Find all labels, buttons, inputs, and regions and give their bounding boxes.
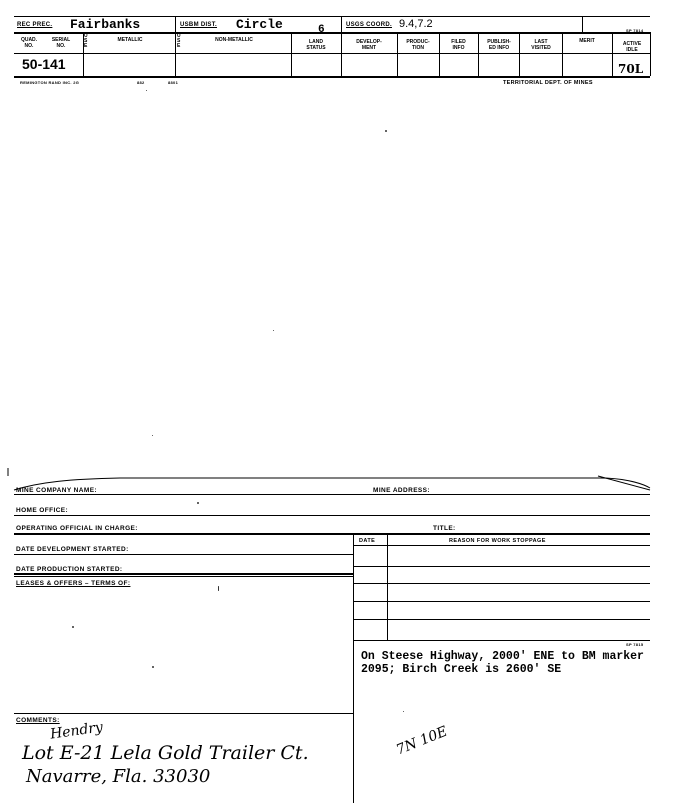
reason-column-label: REASON FOR WORK STOPPAGE [449,538,546,544]
mine-address-label: MINE ADDRESS: [373,487,430,494]
scan-speck [72,626,74,628]
col-development: DEVELOP- MENT [356,39,382,51]
usbm-dist-value: Circle [236,17,283,32]
col-published-info: PUBLISH- ED INFO [487,39,511,51]
scan-speck [218,586,219,591]
quad-serial-value: 50-141 [22,56,66,72]
location-line-1: On Steese Highway, 2000' ENE to BM marker [361,650,644,663]
leases-label: LEASES & OFFERS – TERMS OF: [16,580,131,587]
scan-speck [385,130,387,132]
printer-code-2: 8801 [168,80,179,85]
usbm-dist-mark: 6 [318,24,325,36]
scan-speck [403,711,404,712]
operating-official-label: OPERATING OFFICIAL IN CHARGE: [16,525,138,532]
date-production-label: DATE PRODUCTION STARTED: [16,566,123,573]
scan-speck [197,502,199,504]
active-idle-value: 70L [618,62,644,76]
printer-imprint: REMINGTON RAND INC. 2G [20,80,80,85]
col-quad: QUAD. NO. [20,37,38,49]
usbm-dist-label: USBM DIST. [180,22,218,28]
scan-speck [273,330,274,331]
col-non-metallic: NON-METALLIC [215,37,253,43]
scan-speck [152,666,154,668]
location-line-2: 2095; Birch Creek is 2600' SE [361,663,562,676]
col-last-visited: LAST VISITED [531,39,551,51]
department-name: TERRITORIAL DEPT. OF MINES [503,80,593,86]
form-number-bottom: SP 7815 [626,642,644,647]
usgs-coord-label: USGS COORD. [346,22,392,28]
mine-company-name-label: MINE COMPANY NAME: [16,487,97,494]
col-active-idle: ACTIVE IDLE [622,41,642,53]
col-use-nonmetallic: U S E [177,33,181,49]
rec-prec-value: Fairbanks [70,17,141,32]
handwritten-address-line: Lot E-21 Lela Gold Trailer Ct. [22,742,309,764]
home-office-label: HOME OFFICE: [16,507,69,514]
col-production: PRODUC- TION [406,39,430,51]
printer-code-1: 882 [137,80,145,85]
col-serial: SERIAL NO. [51,37,71,49]
col-use-metallic: U S E [84,33,88,49]
col-metallic: METALLIC [117,37,143,43]
handwritten-city-line: Navarre, Fla. 33030 [26,766,211,787]
date-development-label: DATE DEVELOPMENT STARTED: [16,546,129,553]
col-merit: MERIT [579,38,595,44]
col-filed-info: FILED INFO [451,39,466,51]
title-label: TITLE: [433,525,456,532]
usgs-coord-value: 9.4,7.2 [399,18,433,30]
scan-speck [146,90,147,91]
col-land-status: LAND STATUS [306,39,326,51]
scan-speck [152,435,153,436]
form-number-top: SP 7814 [626,28,644,33]
handwritten-township: 7N 10E [393,723,450,759]
comments-label: COMMENTS: [16,717,60,724]
rec-prec-label: REC PREC. [17,22,53,28]
handwritten-name: Hendry [49,719,104,743]
date-column-label: DATE [359,538,376,544]
